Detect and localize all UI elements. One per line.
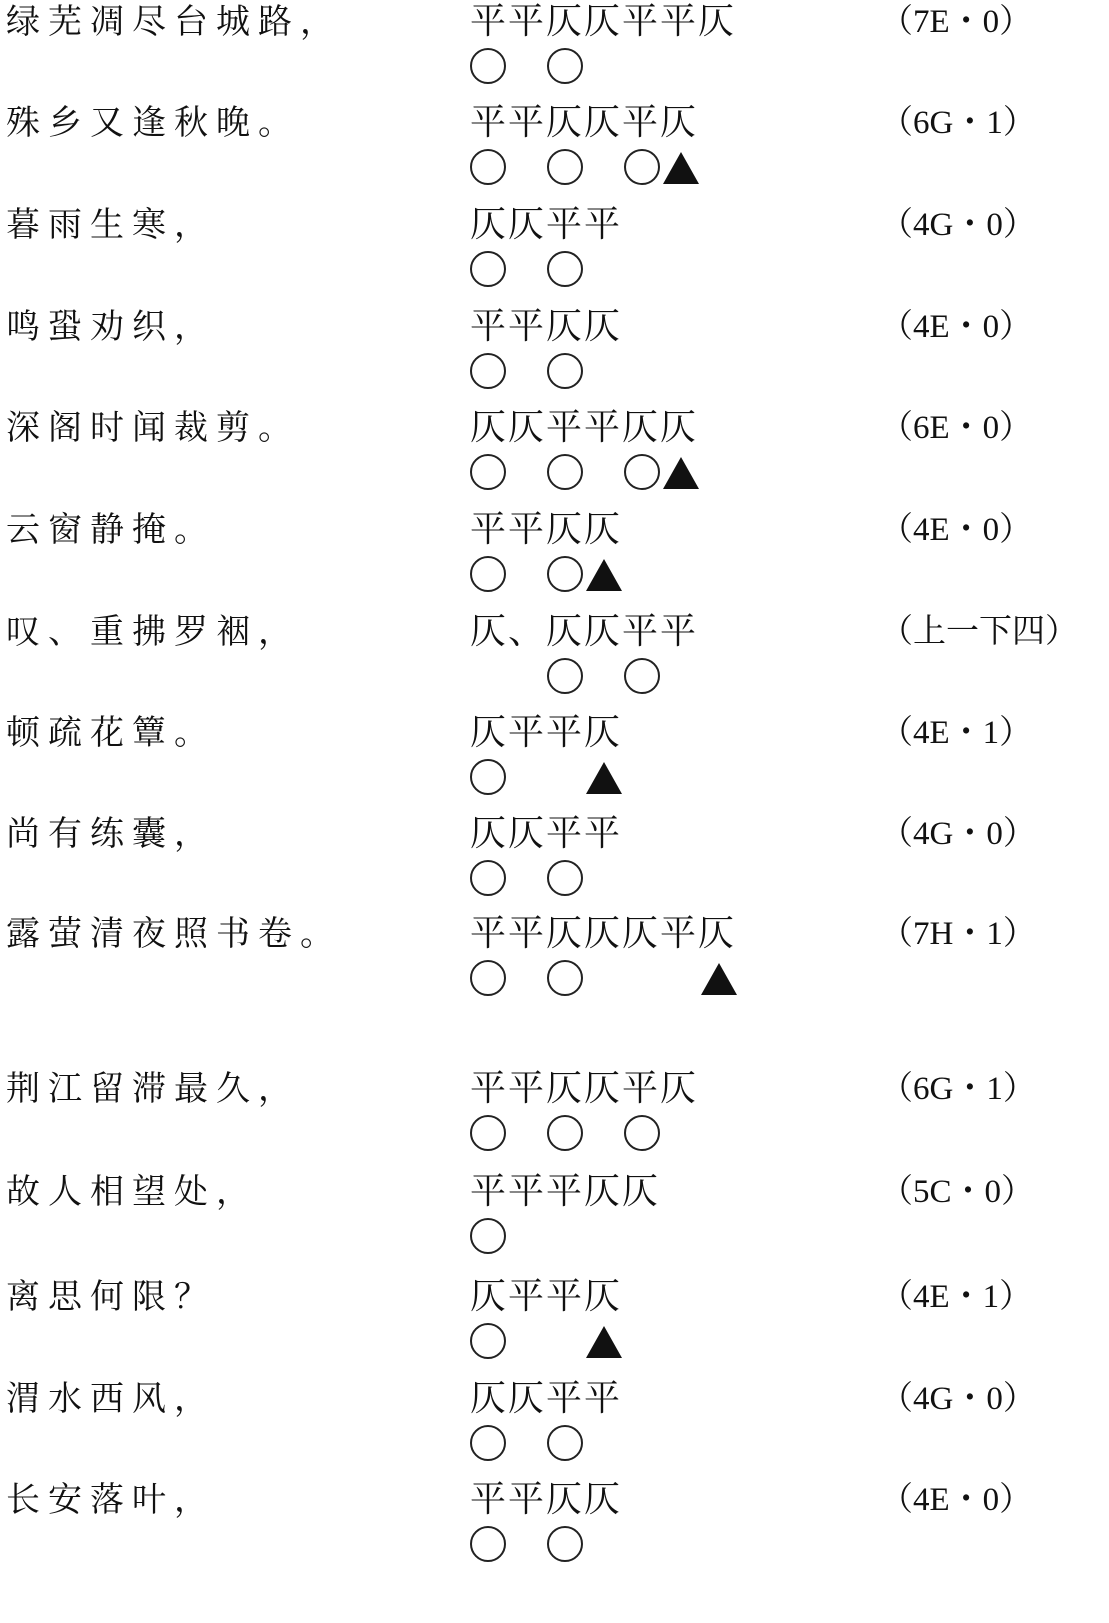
tone-marks [470,656,770,696]
verse-text: 叹、重拂罗裀， [6,612,300,652]
flexible-tone-circle-icon [547,48,583,84]
tone-marks [470,1321,770,1361]
flexible-tone-circle-icon [547,658,583,694]
tone-marks [470,1216,770,1256]
flexible-tone-circle-icon [547,1115,583,1151]
flexible-tone-circle-icon [547,1526,583,1562]
flexible-tone-circle-icon [470,1323,506,1359]
verse-text: 暮雨生寒， [6,205,216,245]
flexible-tone-circle-icon [470,960,506,996]
verse-line [0,1067,1109,1157]
tone-pattern: 仄、仄仄平平 [470,611,699,652]
verse-text: 绿芜凋尽台城路， [6,2,342,42]
verse-line [0,1170,1109,1260]
verse-text: 露萤清夜照书卷。 [6,914,342,954]
tone-pattern: 平平仄仄 [470,306,623,347]
verse-text: 离思何限？ [6,1277,216,1317]
flexible-tone-circle-icon [547,960,583,996]
tone-marks [470,452,770,492]
line-code: （4G・0） [880,1381,1036,1417]
verse-line [0,101,1109,191]
rhyme-triangle-icon [701,960,737,996]
flexible-tone-circle-icon [547,860,583,896]
flexible-tone-circle-icon [470,1425,506,1461]
verse-line [0,203,1109,293]
flexible-tone-circle-icon [470,251,506,287]
rhyme-triangle-icon [586,556,622,592]
flexible-tone-circle-icon [470,1218,506,1254]
flexible-tone-circle-icon [624,454,660,490]
line-code: （4E・0） [880,512,1033,548]
rhyme-triangle-icon [586,759,622,795]
tone-pattern: 平平平仄仄 [470,1171,661,1212]
verse-line [0,406,1109,496]
flexible-tone-circle-icon [470,1526,506,1562]
verse-line [0,1478,1109,1568]
tone-pattern: 平平仄仄平仄 [470,102,699,143]
flexible-tone-circle-icon [470,556,506,592]
line-code: （上一下四） [880,614,1078,650]
verse-line [0,305,1109,395]
flexible-tone-circle-icon [547,454,583,490]
verse-text: 殊乡又逢秋晚。 [6,103,300,143]
line-code: （4G・0） [880,207,1036,243]
verse-line [0,610,1109,700]
flexible-tone-circle-icon [624,149,660,185]
flexible-tone-circle-icon [470,353,506,389]
line-code: （6G・1） [880,105,1036,141]
flexible-tone-circle-icon [470,454,506,490]
tone-marks [470,858,770,898]
tone-pattern: 仄仄平平 [470,813,623,854]
flexible-tone-circle-icon [470,48,506,84]
verse-line [0,1275,1109,1365]
tone-pattern: 仄仄平平 [470,1378,623,1419]
flexible-tone-circle-icon [547,149,583,185]
verse-text: 云窗静掩。 [6,510,216,550]
tone-pattern: 仄平平仄 [470,1276,623,1317]
tone-marks [470,46,770,86]
tone-marks [470,1524,770,1564]
tone-pattern: 仄仄平平仄仄 [470,407,699,448]
flexible-tone-circle-icon [470,759,506,795]
flexible-tone-circle-icon [470,860,506,896]
tone-pattern: 平平仄仄平仄 [470,1068,699,1109]
flexible-tone-circle-icon [470,149,506,185]
verse-line [0,1377,1109,1467]
verse-text: 深阁时闻裁剪。 [6,408,300,448]
line-code: （7H・1） [880,916,1036,952]
verse-text: 鸣蛩劝织， [6,307,216,347]
flexible-tone-circle-icon [547,556,583,592]
verse-line [0,912,1109,1002]
line-code: （4E・1） [880,715,1033,751]
verse-line [0,711,1109,801]
verse-text: 尚有练囊， [6,814,216,854]
rhyme-triangle-icon [663,454,699,490]
flexible-tone-circle-icon [470,1115,506,1151]
tone-marks [470,554,770,594]
tone-pattern: 仄仄平平 [470,204,623,245]
flexible-tone-circle-icon [547,353,583,389]
tone-marks [470,147,770,187]
verse-line [0,0,1109,90]
tone-pattern: 平平仄仄 [470,509,623,550]
tone-marks [470,1113,770,1153]
line-code: （4E・0） [880,1482,1033,1518]
flexible-tone-circle-icon [624,658,660,694]
line-code: （6E・0） [880,410,1033,446]
line-code: （6G・1） [880,1071,1036,1107]
line-code: （4E・0） [880,309,1033,345]
tone-pattern: 平平仄仄平平仄 [470,1,737,42]
verse-text: 故人相望处， [6,1172,258,1212]
verse-line [0,812,1109,902]
line-code: （5C・0） [880,1174,1035,1210]
rhyme-triangle-icon [663,149,699,185]
tone-marks [470,249,770,289]
verse-text: 长安落叶， [6,1480,216,1520]
tone-pattern: 平平仄仄仄平仄 [470,913,737,954]
flexible-tone-circle-icon [547,251,583,287]
line-code: （4E・1） [880,1279,1033,1315]
line-code: （7E・0） [880,4,1033,40]
rhyme-triangle-icon [586,1323,622,1359]
verse-line [0,508,1109,598]
verse-text: 渭水西风， [6,1379,216,1419]
tone-marks [470,351,770,391]
tone-marks [470,757,770,797]
verse-text: 荆江留滞最久， [6,1069,300,1109]
line-code: （4G・0） [880,816,1036,852]
tone-marks [470,958,770,998]
verse-text: 顿疏花簟。 [6,713,216,753]
tone-marks [470,1423,770,1463]
flexible-tone-circle-icon [624,1115,660,1151]
tone-pattern: 仄平平仄 [470,712,623,753]
flexible-tone-circle-icon [547,1425,583,1461]
tone-pattern: 平平仄仄 [470,1479,623,1520]
